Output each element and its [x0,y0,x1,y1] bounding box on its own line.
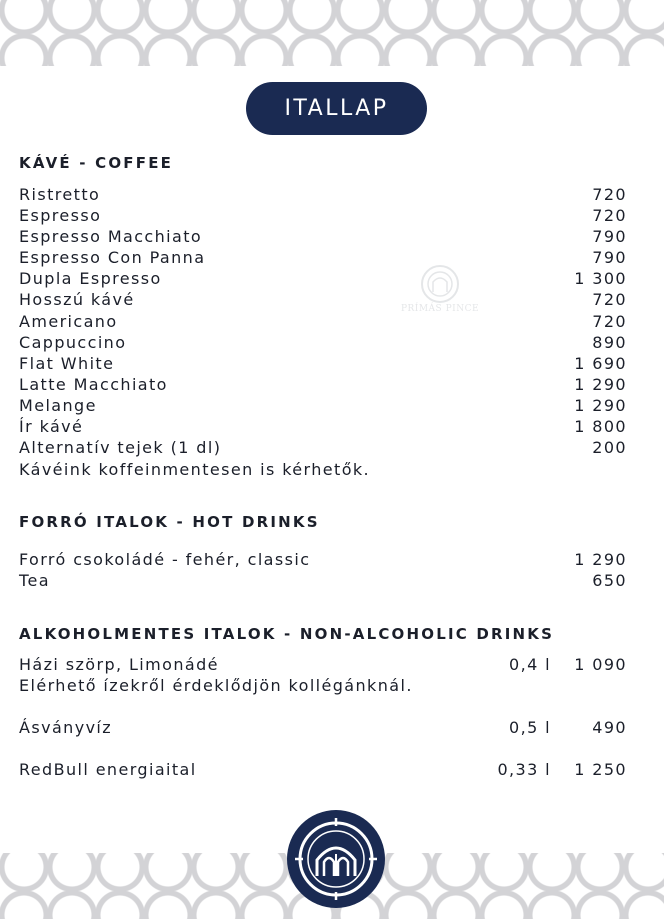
menu-item [19,759,627,780]
menu-item [19,184,627,205]
item-name: Alternatív tejek (1 dl) [19,438,222,457]
item-name: Ír kávé [19,417,84,436]
menu-item [19,395,627,416]
item-volume: 0,4 l [509,655,551,674]
item-price: 790 [592,248,627,267]
section-title-coffee: KÁVÉ - COFFEE [19,154,174,172]
item-price: 720 [592,312,627,331]
coffee-note: Kávéink koffeinmentesen is kérhetők. [19,460,371,479]
item-name: Melange [19,396,97,415]
item-price: 650 [592,571,627,590]
item-price: 1 800 [574,417,627,436]
item-name: Forró csokoládé - fehér, classic [19,550,311,569]
item-name: Dupla Espresso [19,269,162,288]
item-price: 1 300 [574,269,627,288]
item-price: 1 250 [574,760,627,779]
item-name: Tea [19,571,50,590]
item-name: Cappuccino [19,333,127,352]
crest-watermark-icon [400,262,480,326]
item-name: Espresso Con Panna [19,248,206,267]
menu-item [19,226,627,247]
item-price: 1 090 [574,655,627,674]
menu-item [19,332,627,353]
menu-item [19,268,627,289]
menu-item [19,717,627,738]
item-price: 720 [592,206,627,225]
menu-item [19,570,627,591]
menu-item [19,549,627,570]
item-price: 1 690 [574,354,627,373]
item-price: 200 [592,438,627,457]
item-price: 1 290 [574,396,627,415]
menu-item [19,353,627,374]
item-name: Flat White [19,354,115,373]
item-price: 890 [592,333,627,352]
section-title-non-alcoholic: ALKOHOLMENTES ITALOK - NON-ALCOHOLIC DRINKS [19,625,555,643]
item-price: 1 290 [574,375,627,394]
menu-item [19,374,627,395]
watermark-text: PRÍMÁS PINCE [400,304,480,314]
item-price: 720 [592,290,627,309]
item-price: 1 290 [574,550,627,569]
item-name: Espresso [19,206,102,225]
menu-item [19,437,627,458]
menu-item [19,247,627,268]
arches-logo-icon [287,810,385,908]
item-volume: 0,33 l [497,760,551,779]
syrup-note: Elérhető ízekről érdeklődjön kollégánknál. [19,676,413,695]
menu-item [19,654,627,675]
menu-title-badge [246,82,427,135]
menu-item [19,416,627,437]
item-name: Ristretto [19,185,101,204]
page-title: ITALLAP [284,96,389,121]
item-name: Házi szörp, Limonádé [19,655,219,674]
item-name: Hosszú kávé [19,290,135,309]
menu-item [19,289,627,310]
item-price: 790 [592,227,627,246]
item-price: 490 [592,718,627,737]
item-name: RedBull energiaital [19,760,197,779]
item-name: Americano [19,312,118,331]
menu-item [19,205,627,226]
item-name: Espresso Macchiato [19,227,203,246]
item-name: Latte Macchiato [19,375,168,394]
menu-item [19,311,627,332]
item-volume: 0,5 l [509,718,551,737]
item-price: 720 [592,185,627,204]
section-title-hot-drinks: FORRÓ ITALOK - HOT DRINKS [19,513,320,531]
decorative-pattern-top [0,0,664,66]
item-name: Ásványvíz [19,718,113,737]
